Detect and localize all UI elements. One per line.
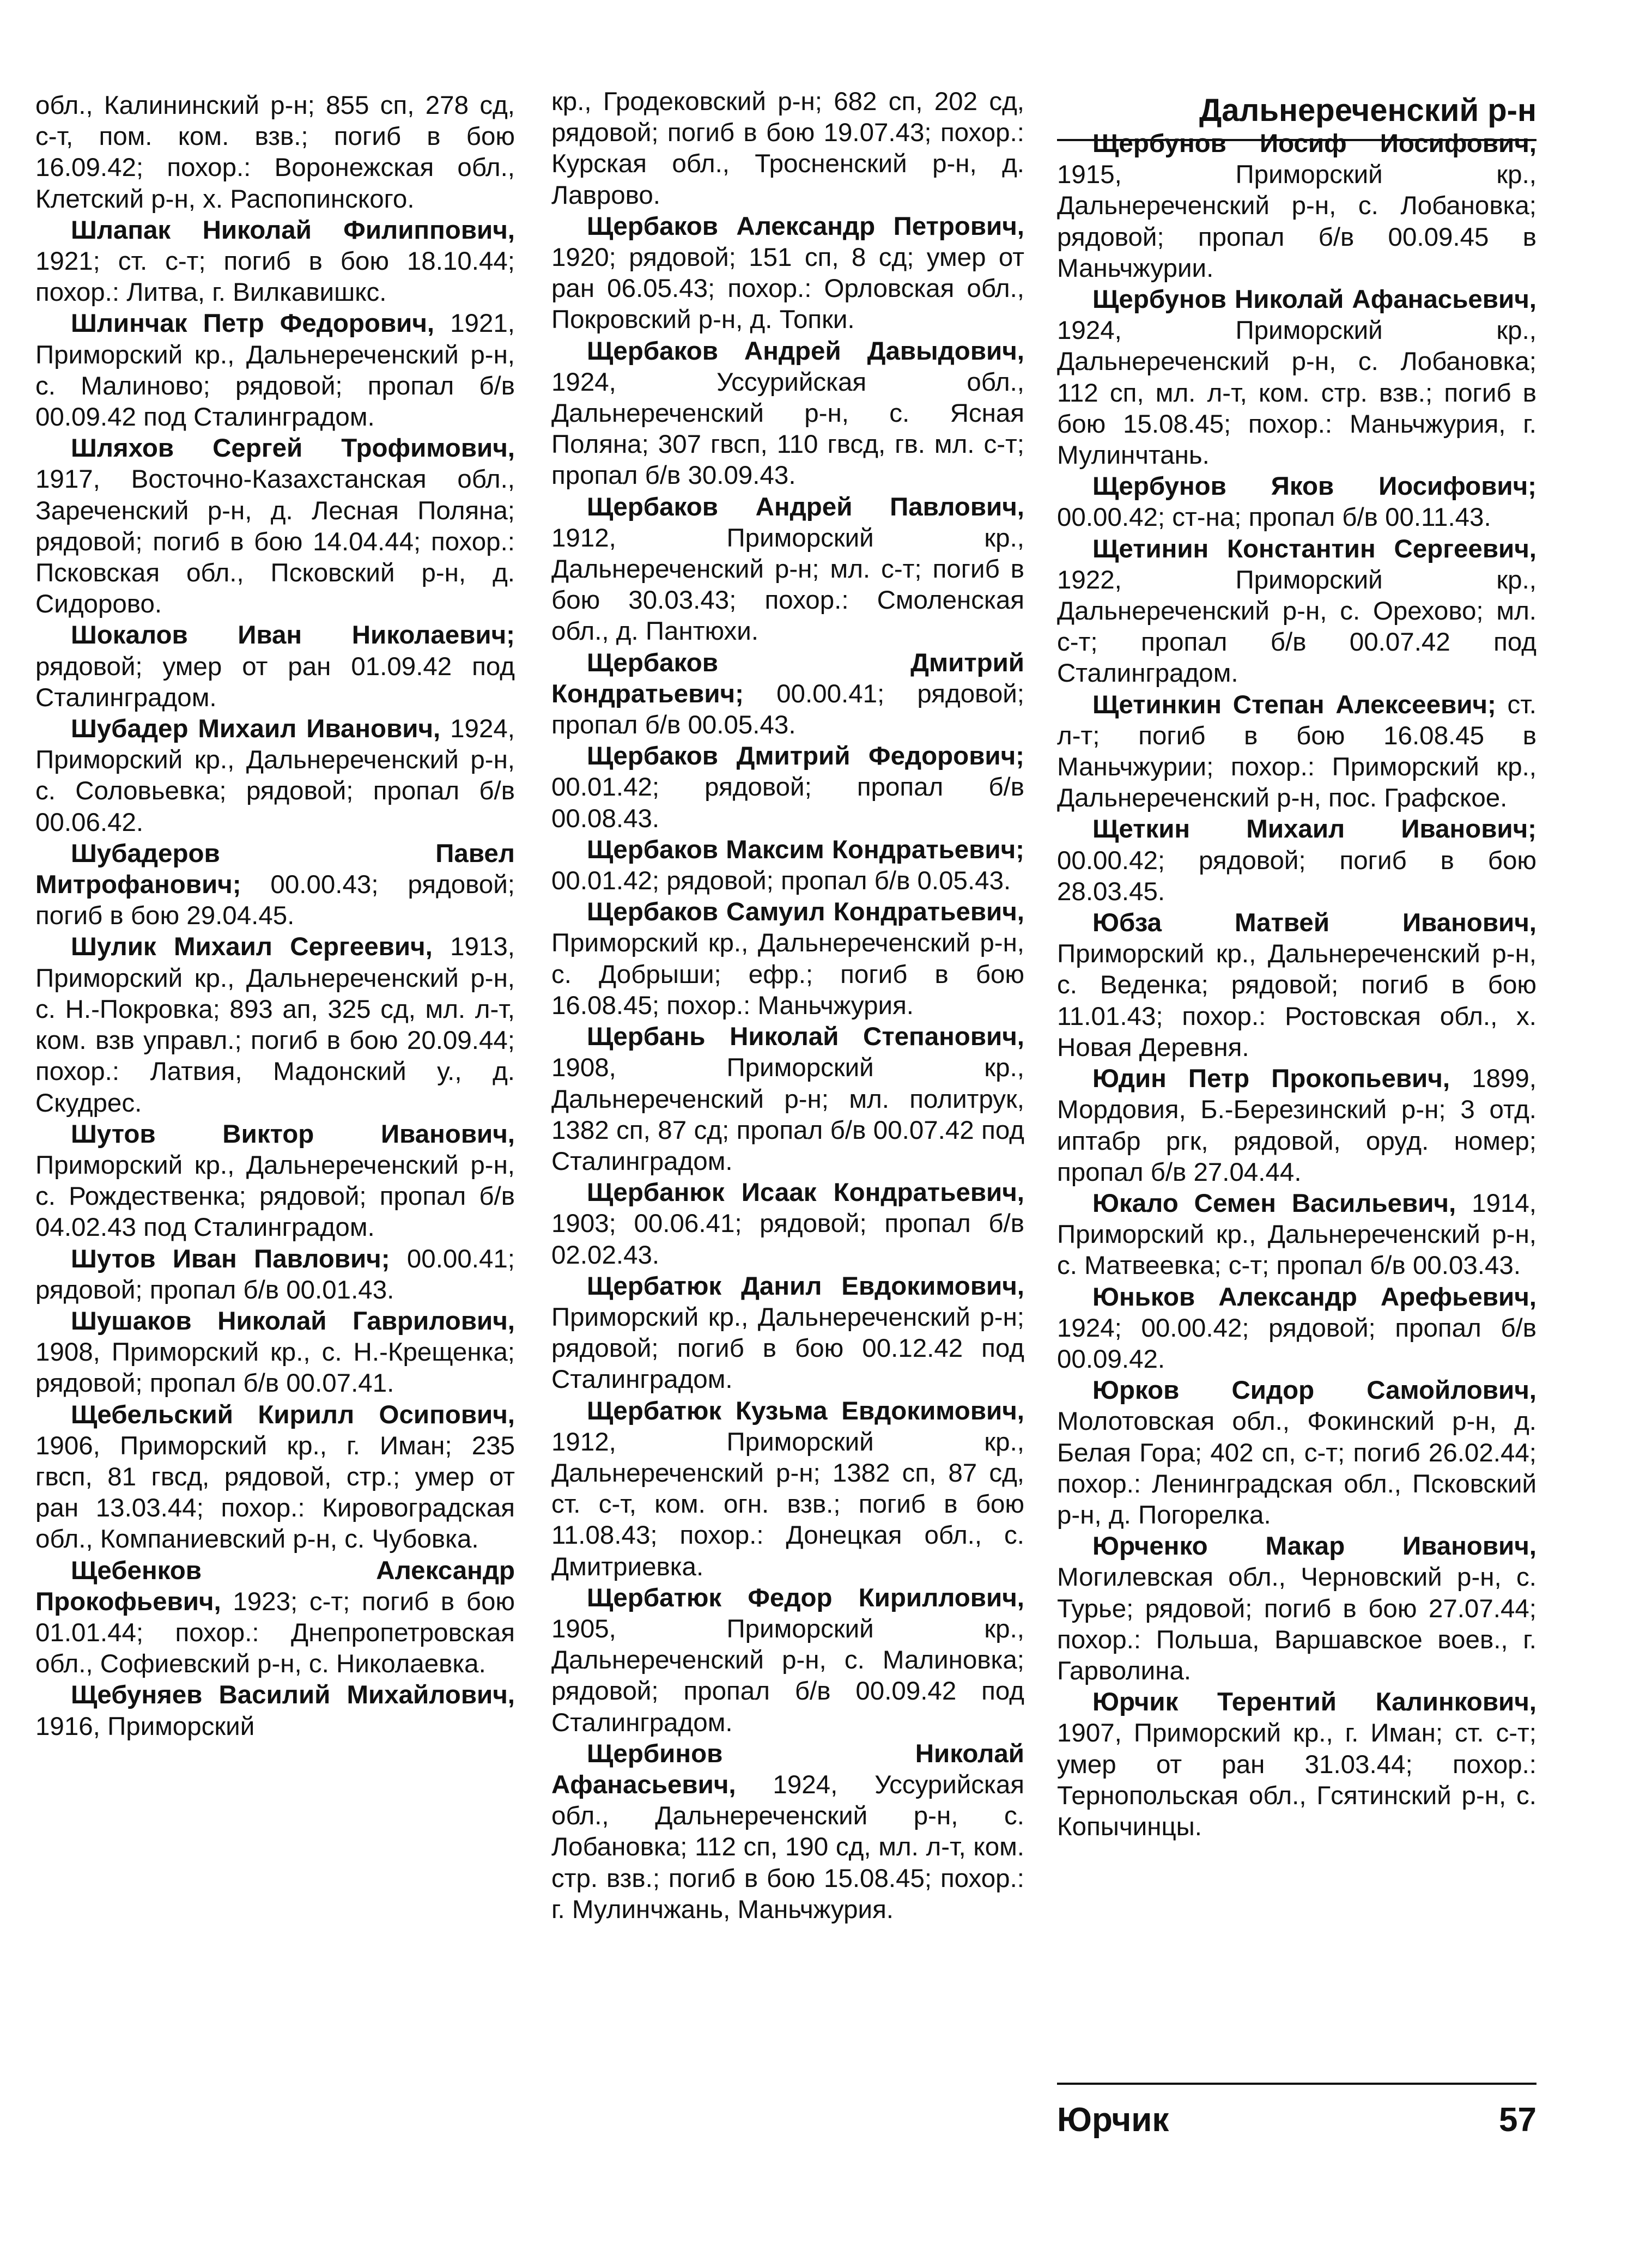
entry — [1057, 907, 1536, 1063]
entry — [35, 620, 515, 713]
entry — [1057, 1063, 1536, 1188]
entry-name: Шутов Иван Павлович; — [71, 1244, 390, 1273]
page-number: 57 — [1499, 2101, 1536, 2139]
entry-details: 00.00.43; рядовой; погиб в бою 29.04.45. — [35, 870, 515, 931]
entry-details: 1916, Приморский — [35, 1712, 255, 1741]
entry — [1057, 689, 1536, 814]
entry — [551, 1395, 1024, 1582]
entry — [551, 336, 1024, 492]
entry-name: Щербатюк Федор Кириллович, — [587, 1583, 1024, 1612]
entry-details: 1914, Приморский кр., Дальнереченский р-н, с. Матвеевка; с-т; пропал б/в 00.03.43. — [1057, 1188, 1536, 1281]
entry-details: 1912, Приморский кр., Дальнереченский р-н; 1382 сп, 87 сд, ст. с-т, ком. огн. взв.; погиб в бою 11.08.43; похор.: Донецкая обл., с. Дмитриевка. — [551, 1427, 1024, 1581]
entry-details: 1908, Приморский кр., с. Н.-Крещенка; рядовой; пропал б/в 00.07.41. — [35, 1338, 515, 1398]
entry-details: ст. л-т; погиб в бою 16.08.45 в Маньчжурии; похор.: Приморский кр., Дальнереченский р-н, пос. Графское. — [1057, 690, 1536, 813]
entry-details: 1922, Приморский кр., Дальнереченский р-н, с. Орехово; мл. с-т; пропал б/в 00.07.42 под Сталинградом. — [1057, 565, 1536, 688]
entry-name: Юрченко Макар Иванович, — [1092, 1532, 1536, 1561]
entry — [1057, 284, 1536, 471]
entry-name: Щебельский Кирилл Осипович, — [71, 1400, 515, 1429]
entry-details: Приморский кр., Дальнереченский р-н, с. Веденка; рядовой; погиб в бою 11.01.43; похор.: Ростовская обл., х. Новая Деревня. — [1057, 939, 1536, 1062]
footer-rule — [1057, 2083, 1536, 2085]
entry-name: Щебенков Александр Прокофьевич, — [35, 1556, 515, 1616]
entry — [35, 1399, 515, 1555]
continued-entry-text: кр., Гродековский р-н; 682 сп, 202 сд, рядовой; погиб в бою 19.07.43; похор.: Курская обл., Тросненский р-н, д. Лаврово. — [551, 87, 1024, 210]
entry-name: Шлинчак Петр Федорович, — [71, 309, 435, 338]
entry-name: Шлапак Николай Филиппович, — [71, 215, 515, 245]
entry-details: 1924, Уссурийская обл., Дальнереченский р-н, с. Ясная Поляна; 307 гвсп, 110 гвсд, гв. мл. с-т; пропал б/в 30.09.43. — [551, 367, 1024, 490]
entry-details: 1908, Приморский кр., Дальнереченский р-н; мл. политрук, 1382 сп, 87 сд; пропал б/в 00.07.42 под Сталинградом. — [551, 1053, 1024, 1176]
entry-details: 1903; 00.06.41; рядовой; пропал б/в 02.02.43. — [551, 1209, 1024, 1270]
entry-name: Щебуняев Василий Михайлович, — [71, 1680, 515, 1710]
entry-name: Щербаков Самуил Кондратьевич, — [587, 897, 1024, 927]
entry-details: 00.00.41; рядовой; пропал б/в 00.01.43. — [35, 1244, 515, 1304]
entry — [1057, 128, 1536, 284]
entry-details: Приморский кр., Дальнереченский р-н, с. Добрыши; ефр.; погиб в бою 16.08.45; похор.: Маньчжурия. — [551, 929, 1024, 1020]
entry — [1057, 533, 1536, 689]
entry-name: Щербатюк Данил Евдокимович, — [587, 1271, 1024, 1301]
entry-details: Приморский кр., Дальнереченский р-н, с. Рождественка; рядовой; пропал б/в 04.02.43 под Сталинградом. — [35, 1150, 515, 1242]
entry — [551, 1177, 1024, 1271]
column-1 — [35, 90, 515, 2073]
entry-name: Щербанюк Исаак Кондратьевич, — [587, 1178, 1024, 1208]
entry — [551, 896, 1024, 1021]
entry-name: Щербаков Дмитрий Федорович; — [587, 742, 1024, 771]
entry — [1057, 814, 1536, 907]
entry-details: 1924; 00.00.42; рядовой; пропал б/в 00.09.42. — [1057, 1313, 1536, 1374]
entry-details: 1907, Приморский кр., г. Иман; ст. с-т; умер от ран 31.03.44; похор.: Тернопольская обл., Гсятинский р-н, с. Копычинцы. — [1057, 1719, 1536, 1841]
entry-name: Шокалов Иван Николаевич; — [71, 621, 515, 650]
entry-name: Юкало Семен Васильевич, — [1092, 1188, 1456, 1218]
entry-name: Шушаков Николай Гаврилович, — [71, 1306, 515, 1336]
entry — [551, 1738, 1024, 1925]
running-header: Дальнереченский р-н — [1199, 93, 1536, 128]
entry — [35, 215, 515, 308]
entry-name: Юньков Александр Арефьевич, — [1092, 1282, 1536, 1312]
entry — [35, 1679, 515, 1742]
entry-details: 1924, Уссурийская обл., Дальнереченский р-н, с. Лобановка; 112 сп, 190 сд, мл. л-т, ком. стр. взв.; погиб в бою 15.08.45; похор.: г. Мулинчжань, Маньчжурия. — [551, 1770, 1024, 1924]
footer-catchword: Юрчик — [1057, 2101, 1169, 2139]
entry-details: рядовой; умер от ран 01.09.42 под Сталинградом. — [35, 652, 515, 712]
entry — [551, 1271, 1024, 1395]
entry-details: 1912, Приморский кр., Дальнереченский р-н; мл. с-т; погиб в бою 30.03.43; похор.: Смоленская обл., д. Пантюхи. — [551, 523, 1024, 646]
entry-name: Шляхов Сергей Трофимович, — [71, 434, 515, 463]
entry-details: 1915, Приморский кр., Дальнереченский р-н, с. Лобановка; рядовой; пропал б/в 00.09.45 в Маньчжурии. — [1057, 160, 1536, 283]
entry — [551, 1021, 1024, 1177]
entry-details: 00.01.42; рядовой; пропал б/в 0.05.43. — [551, 866, 1011, 896]
entry-name: Щербатюк Кузьма Евдокимович, — [587, 1396, 1024, 1425]
entry — [1057, 1188, 1536, 1282]
entry-name: Щербунов Иосиф Иосифович, — [1092, 129, 1536, 158]
entry-name: Щербинов Николай Афанасьевич, — [551, 1739, 1024, 1799]
entry — [551, 647, 1024, 741]
entry-name: Шубадер Михаил Иванович, — [71, 714, 441, 744]
entry-name: Юрков Сидор Самойлович, — [1092, 1376, 1536, 1405]
entry — [1057, 1686, 1536, 1842]
entry-name: Щербаков Дмитрий Кондратьевич; — [551, 648, 1024, 708]
entry-name: Щербаков Александр Петрович, — [587, 211, 1024, 241]
entry — [35, 1119, 515, 1243]
entry-details: 1906, Приморский кр., г. Иман; 235 гвсп, 81 гвсд, рядовой, стр.; умер от ран 13.03.44; похор.: Кировоградская обл., Компаниевский р-н, с. Чубовка. — [35, 1431, 515, 1554]
entry-name: Шубадеров Павел Митрофанович; — [35, 839, 515, 900]
entry — [1057, 471, 1536, 533]
entry-details: 1920; рядовой; 151 сп, 8 сд; умер от ран 06.05.43; похор.: Орловская обл., Покровский р-н, д. Топки. — [551, 243, 1024, 335]
entry-name: Юбза Матвей Иванович, — [1092, 908, 1536, 938]
entry-details: 1924, Приморский кр., Дальнереченский р-н, с. Лобановка; 112 сп, мл. л-т, ком. стр. взв.; погиб в бою 15.08.45; похор.: Маньчжурия, г. Мулинчтань. — [1057, 316, 1536, 470]
entry-details: Приморский кр., Дальнереченский р-н; рядовой; погиб в бою 00.12.42 под Сталинградом. — [551, 1302, 1024, 1394]
entry-details: 1921, Приморский кр., Дальнереченский р-н, с. Малиново; рядовой; пропал б/в 00.09.42 под Сталинградом. — [35, 309, 515, 432]
column-2 — [551, 86, 1024, 2070]
entry-name: Юдин Петр Прокопьевич, — [1092, 1064, 1450, 1094]
entry-details: 00.00.42; ст-на; пропал б/в 00.11.43. — [1057, 503, 1491, 532]
entry — [551, 211, 1024, 336]
entry — [35, 1243, 515, 1306]
entry-details: 1921; ст. с-т; погиб в бою 18.10.44; похор.: Литва, г. Вилкавишкс. — [35, 247, 515, 307]
entry — [35, 308, 515, 433]
entry — [1057, 1531, 1536, 1686]
entry-name: Щетинкин Степан Алексеевич; — [1092, 690, 1496, 719]
entry — [1057, 1375, 1536, 1531]
entry-details: Молотовская обл., Фокинский р-н, д. Белая Гора; 402 сп, с-т; погиб 26.02.44; похор.: Ленинградская обл., Псковский р-н, д. Погорелка. — [1057, 1407, 1536, 1530]
entry — [35, 433, 515, 620]
column-3 — [1057, 128, 1536, 2111]
entry — [551, 492, 1024, 647]
entry-name: Щербаков Андрей Давыдович, — [587, 336, 1024, 366]
entry — [35, 838, 515, 932]
entry-name: Щербаков Андрей Павлович, — [587, 492, 1024, 521]
entry — [35, 1555, 515, 1680]
entry-details: 00.00.42; рядовой; погиб в бою 28.03.45. — [1057, 846, 1536, 906]
entry — [35, 931, 515, 1118]
entry — [35, 713, 515, 838]
entry — [35, 1306, 515, 1399]
entry-details: 1905, Приморский кр., Дальнереченский р-н, с. Малиновка; рядовой; пропал б/в 00.09.42 под Сталинградом. — [551, 1614, 1024, 1737]
entry-details: 00.00.41; рядовой; пропал б/в 00.05.43. — [551, 679, 1024, 740]
entry-details: 1923; с-т; погиб в бою 01.01.44; похор.: Днепропетровская обл., Софиевский р-н, с. Николаевка. — [35, 1587, 515, 1679]
entry-details: 1899, Мордовия, Б.-Березинский р-н; 3 отд. иптабр ргк, рядовой, оруд. номер; пропал б/в 27.04.44. — [1057, 1064, 1536, 1187]
entry-details: 00.01.42; рядовой; пропал б/в 00.08.43. — [551, 773, 1024, 833]
entry-details: 1913, Приморский кр., Дальнереченский р-н, с. Н.-Покровка; 893 ап, 325 сд, мл. л-т, ком. взв управл.; погиб в бою 20.09.44; похор.: Латвия, Мадонский у., д. Скудрес. — [35, 932, 515, 1118]
entry-details: 1924, Приморский кр., Дальнереченский р-н, с. Соловьевка; рядовой; пропал б/в 00.06.42. — [35, 714, 515, 837]
continued-entry-text: обл., Калининский р-н; 855 сп, 278 сд, с-т, пом. ком. взв.; погиб в бою 16.09.42; похор.: Воронежская обл., Клетский р-н, х. Распопинского. — [35, 91, 515, 214]
entry — [1057, 1282, 1536, 1375]
entry-name: Щербань Николай Степанович, — [587, 1022, 1024, 1052]
entry-name: Щеткин Михаил Иванович; — [1092, 815, 1536, 844]
entry-name: Шутов Виктор Иванович, — [71, 1119, 515, 1149]
entry-name: Щербаков Максим Кондратьевич; — [587, 835, 1024, 864]
entry-name: Щербунов Николай Афанасьевич, — [1092, 285, 1536, 314]
entry-name: Юрчик Терентий Калинкович, — [1092, 1688, 1536, 1717]
entry-name: Щетинин Константин Сергеевич, — [1092, 534, 1536, 563]
entry-name: Щербунов Яков Иосифович; — [1092, 472, 1536, 501]
entry-details: 1917, Восточно-Казахстанская обл., Зареченский р-н, д. Лесная Поляна; рядовой; погиб в бою 14.04.44; похор.: Псковская обл., Псковский р-н, д. Сидорово. — [35, 465, 515, 619]
entry — [551, 741, 1024, 834]
entry — [551, 1582, 1024, 1738]
entry-details: Могилевская обл., Черновский р-н, с. Турье; рядовой; погиб в бою 27.07.44; похор.: Польша, Варшавское воев., г. Гарволина. — [1057, 1563, 1536, 1685]
entry — [551, 834, 1024, 896]
entry-name: Шулик Михаил Сергеевич, — [71, 932, 433, 962]
